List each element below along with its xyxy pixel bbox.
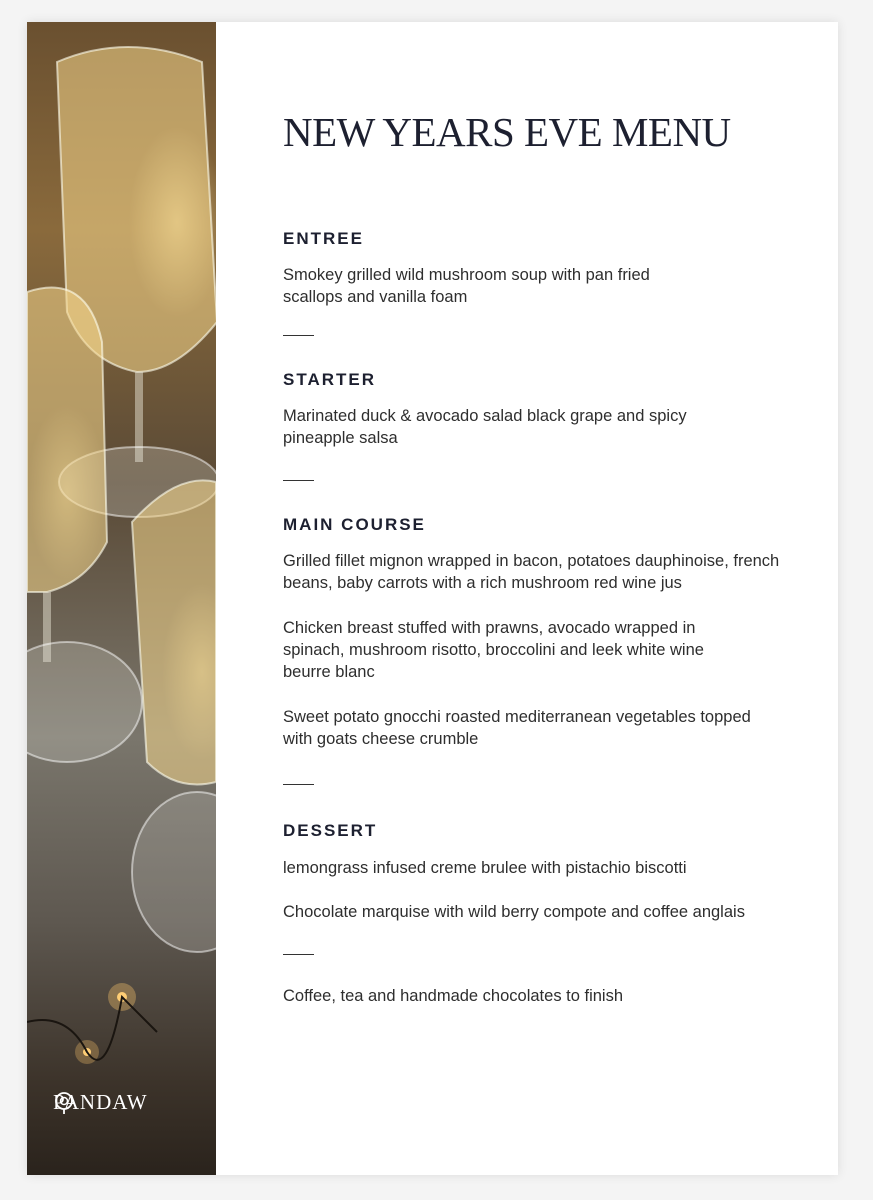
champagne-glasses-illustration (27, 22, 216, 1175)
menu-card (27, 22, 838, 1175)
divider (283, 335, 314, 336)
menu-item: Marinated duck & avocado salad black grape and spicy pineapple salsa (283, 407, 687, 447)
pandaw-logo (53, 1090, 148, 1115)
divider (283, 784, 314, 785)
pandaw-emblem-icon (53, 1090, 75, 1114)
divider (283, 954, 314, 955)
menu-item: Chicken breast stuffed with prawns, avocado wrapped in spinach, mushroom risotto, broccolini and leek white wine beurre blanc (283, 619, 704, 681)
menu-item: Grilled fillet mignon wrapped in bacon, potatoes dauphinoise, french beans, baby carrots with a rich mushroom red wine jus (283, 552, 780, 592)
section-heading-main-course: MAIN COURSE (283, 515, 426, 534)
section-heading-starter: STARTER (283, 370, 377, 389)
menu-item: Sweet potato gnocchi roasted mediterranean vegetables topped with goats cheese crumble (283, 708, 751, 748)
menu-item: Chocolate marquise with wild berry compote and coffee anglais (283, 903, 745, 921)
menu-item: lemongrass infused creme brulee with pistachio biscotti (283, 859, 687, 877)
menu-title: NEW YEARS EVE MENU (283, 109, 731, 155)
closing-note: Coffee, tea and handmade chocolates to finish (283, 987, 624, 1005)
section-heading-entree: ENTREE (283, 229, 364, 248)
menu-item: Smokey grilled wild mushroom soup with pan fried scallops and vanilla foam (283, 266, 650, 306)
brand-name: PANDAW (53, 1090, 148, 1114)
section-heading-dessert: DESSERT (283, 821, 378, 840)
champagne-photo (27, 22, 216, 1175)
divider (283, 480, 314, 481)
